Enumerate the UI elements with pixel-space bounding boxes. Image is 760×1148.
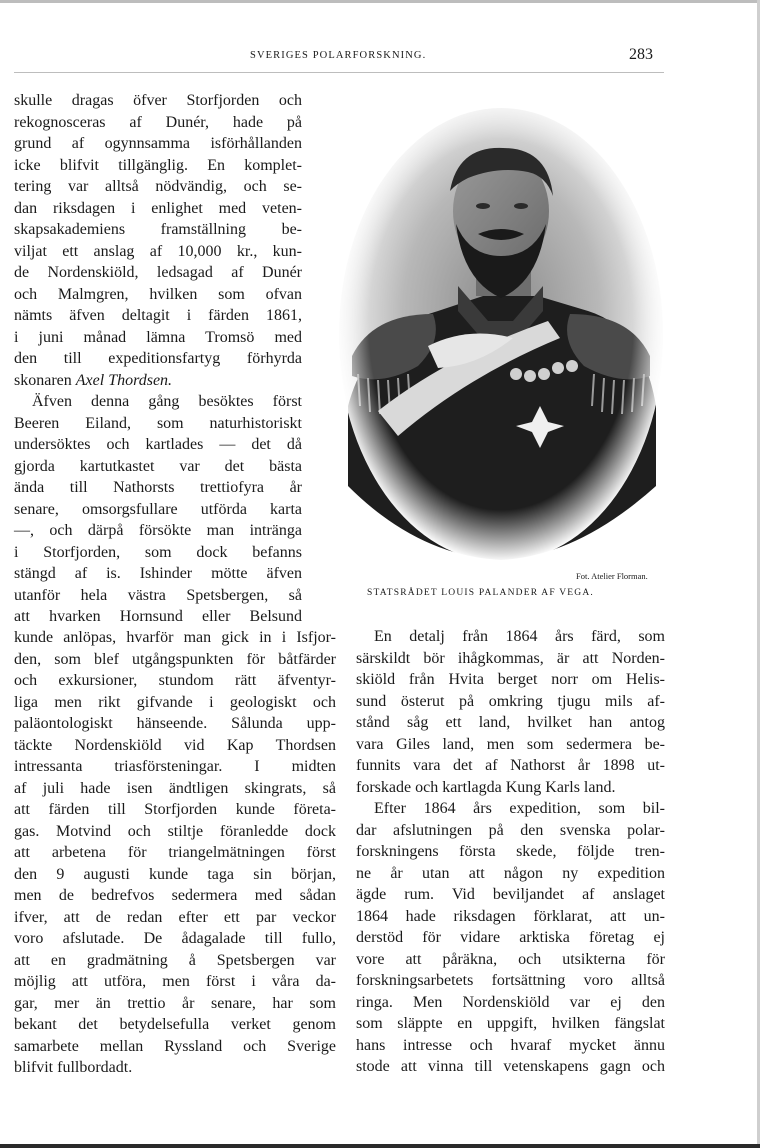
text-line: gjorda kartutkastet var det bästa xyxy=(14,457,302,475)
text-line: af juli hade isen ändtligen skingrats, så xyxy=(14,779,336,797)
text-line: stängd af is. Ishinder mötte äfven xyxy=(14,565,302,582)
text-line: dan riksdagen i enlighet med veten- xyxy=(14,199,302,217)
text-line: ända till Nathorsts trettiofyra år xyxy=(14,479,302,496)
paragraph-start: Efter 1864 års expedition, som bil- xyxy=(374,800,665,817)
text-line: intressanta triasförsteningar. I midten xyxy=(14,758,336,775)
text-line: kunde anlöpas, hvarför man gick in i Isfjor- xyxy=(14,629,336,646)
text-line: dar afslutningen på den svenska polar- xyxy=(356,821,665,839)
text-line: att färden till Storfjorden kunde företa- xyxy=(14,801,336,818)
text-line: den 9 augusti kunde taga sin början, xyxy=(14,865,336,883)
text-line: —, och därpå försökte man intränga xyxy=(14,522,302,539)
text-line: och Malmgren, hvilken som ofvan xyxy=(14,285,302,303)
page-bottom-edge xyxy=(0,1144,760,1148)
text-line: särskildt bör ihågkommas, är att Norden- xyxy=(356,649,665,667)
text-line: derstöd för vidare arktiska företag ej xyxy=(356,929,665,946)
text-line: skiöld från Hvita berget norr om Helis- xyxy=(356,671,665,688)
text-line: den till expeditionsfartyg förhyrda xyxy=(14,350,302,367)
text-line: ringa. Men Nordenskiöld var ej den xyxy=(356,993,665,1011)
text-line: voro afslutade. De ådagalade till fullo, xyxy=(14,930,336,947)
running-title: SVERIGES POLARFORSKNING. xyxy=(250,50,427,61)
text-line: blifvit fullbordadt. xyxy=(14,1059,133,1076)
text-line: senare, omsorgsfullare utförda karta xyxy=(14,500,302,518)
text-line: forskade och kartlagda Kung Karls land. xyxy=(356,778,616,796)
figure-caption: STATSRÅDET LOUIS PALANDER AF VEGA. xyxy=(367,588,594,598)
text-line: i Storfjorden, som dock befanns xyxy=(14,543,302,561)
text-line: samarbete mellan Ryssland och Sverige xyxy=(14,1037,336,1055)
ship-name: Axel Thordsen. xyxy=(75,371,173,389)
text-line: gar, mer än trettio år senare, har som xyxy=(14,994,336,1012)
text-line: stode att vinna till vetenskapens gagn och xyxy=(356,1058,665,1075)
text-line: funnits vara det af Nathorst år 1898 ut- xyxy=(356,757,665,774)
text-line: undersöktes och kartlades — det då xyxy=(14,436,302,453)
page-number: 283 xyxy=(629,46,653,63)
paragraph-start: En detalj från 1864 års färd, som xyxy=(374,628,665,645)
text-line: viljat ett anslag af 10,000 kr., kun- xyxy=(14,242,302,260)
text-line: 1864 hade riksdagen förklarat, att un- xyxy=(356,907,665,925)
header-rule xyxy=(14,72,664,73)
text-line: och exkursioner, stundom rätt äfventyr- xyxy=(14,672,336,689)
text-line: Beeren Eiland, som naturhistoriskt xyxy=(14,414,302,432)
text-line: möjlig att utföra, men först i våra da- xyxy=(14,973,336,990)
text-line: forskningens första skede, följde tren- xyxy=(356,843,665,860)
text-line: som släppte en uppgift, hvilken fängslat xyxy=(356,1015,665,1032)
text-line: forskningsarbetets fortsättning voro alltså xyxy=(356,972,665,989)
text-line: vara Giles land, men som sedermera be- xyxy=(356,735,665,753)
text-line: ne år utan att någon ny expedition xyxy=(356,864,665,882)
text-line: ägde rum. Vid beviljandet af anslaget xyxy=(356,886,665,903)
text-line xyxy=(14,370,302,392)
portrait-photo xyxy=(338,106,664,562)
page-top-edge xyxy=(0,0,760,3)
text-line: nämts äfven deltagit i färden 1861, xyxy=(14,307,302,324)
text-line: rekognosceras af Dunér, hade på xyxy=(14,113,302,131)
left-column-top xyxy=(14,90,302,628)
text-line: att hvarken Hornsund eller Belsund xyxy=(14,608,302,625)
text-line: sund österut på omkring tjugu mils af- xyxy=(356,692,665,710)
text-line: gas. Motvind och stiltje föranledde dock xyxy=(14,822,336,840)
text-line: skapsakademiens framställning be- xyxy=(14,221,302,238)
text-line: utanför hela västra Spetsbergen, så xyxy=(14,586,302,604)
text-line: vore att påräkna, och utsikterna för xyxy=(356,950,665,968)
text-line: men de bedrefvos sedermera med sådan xyxy=(14,887,336,904)
text-line: icke blifvit tillgänglig. En komplet- xyxy=(14,156,302,174)
vignette-fade xyxy=(338,106,664,562)
text-line: den, som blef utgångspunkten för båtfärder xyxy=(14,650,336,668)
text-line: grund af ogynnsamma isförhållanden xyxy=(14,135,302,152)
text-line: de Nordenskiöld, ledsagad af Dunér xyxy=(14,264,302,281)
text-line: skulle dragas öfver Storfjorden och xyxy=(14,92,302,109)
text-line: att arbetena för triangelmätningen först xyxy=(14,844,336,861)
text-line: i juni månad lämna Tromsö med xyxy=(14,328,302,346)
text-line: ifver, att de redan efter ett par veckor xyxy=(14,908,336,926)
text-fragment: skonaren xyxy=(14,371,72,389)
left-column-bottom xyxy=(14,627,336,1079)
text-line: bekant det betydelsefulla verket genom xyxy=(14,1016,336,1033)
text-line: hans intresse och hvaraf mycket ännu xyxy=(356,1036,665,1054)
text-line: liga men rikt gifvande i geologiskt och xyxy=(14,693,336,711)
text-line: att en gradmätning å Spetsbergen var xyxy=(14,951,336,969)
text-line: paläontologiskt hänseende. Sålunda upp- xyxy=(14,715,336,732)
photo-credit: Fot. Atelier Florman. xyxy=(576,571,648,581)
text-line: tering var alltså nödvändig, och se- xyxy=(14,178,302,195)
text-line: stånd såg ett land, hvilket han antog xyxy=(356,714,665,731)
paragraph-start: Äfven denna gång besöktes först xyxy=(32,393,302,410)
text-line: täckte Nordenskiöld vid Kap Thordsen xyxy=(14,736,336,754)
right-column xyxy=(356,626,665,1078)
